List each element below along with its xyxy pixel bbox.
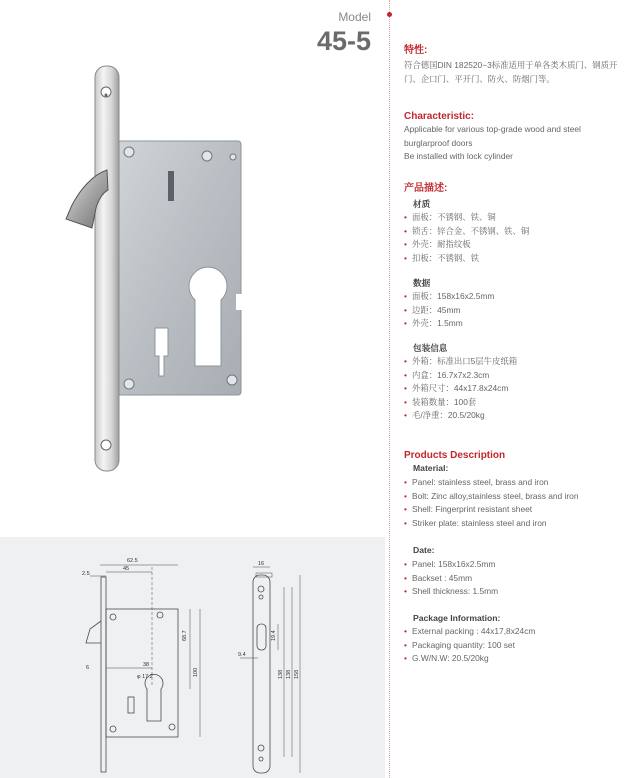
features-cn-text: 符合德国DIN 182520−3标准适用于单各类木质门、钢质开门、企口门、平开门、防火、防烟门等。 <box>404 60 618 84</box>
list-item: • Bolt: Zinc alloy,stainless steel, brass and iron <box>404 490 579 504</box>
faceplate <box>95 66 119 471</box>
faceplate-hole-bottom <box>101 440 111 450</box>
list-item: • 扣板：不锈钢、铁 <box>404 252 529 266</box>
dim-138-a: 138 <box>278 669 284 679</box>
characteristic-line: Be installed with lock cylinder <box>404 151 513 162</box>
lock-photo <box>0 0 385 537</box>
dim-phi-17-2: φ 17.2 <box>137 674 153 680</box>
dim-6: 6 <box>86 665 90 671</box>
material-cn-title: 材质 <box>413 199 431 209</box>
dim-2-5: 2.5 <box>82 571 90 577</box>
dim-100: 100 <box>193 667 199 677</box>
data-cn-title: 数据 <box>413 278 431 288</box>
list-item: • Shell: Fingerprint resistant sheet <box>404 503 579 517</box>
characteristic-text <box>404 123 630 164</box>
list-item: • Striker plate: stainless steel and iron <box>404 517 579 531</box>
divider-dot <box>387 12 392 17</box>
model-number: 45-5 <box>316 26 371 56</box>
side-cylinder <box>145 674 163 721</box>
side-faceplate <box>101 577 106 772</box>
dim-158: 158 <box>294 669 300 679</box>
package-en-title: Package Information: <box>413 613 501 623</box>
list-item: • 面板：不锈钢、铁、铜 <box>404 211 529 225</box>
package-en-list <box>404 625 535 666</box>
list-item: • 外箱：标准出口5层牛皮纸箱 <box>404 355 517 369</box>
dim-38: 38 <box>143 662 150 668</box>
characteristic-title: Characteristic: <box>404 111 475 122</box>
packaging-cn-title: 包装信息 <box>413 343 448 353</box>
material-cn-list <box>404 211 529 265</box>
face-view-slot <box>257 624 266 650</box>
list-item: • 外箱尺寸：44x17.8x24cm <box>404 382 517 396</box>
dim-9-4: 9.4 <box>238 652 246 658</box>
side-case <box>106 609 178 737</box>
list-item: • Shell thickness: 1.5mm <box>404 585 498 599</box>
material-en-title: Material: <box>413 463 449 473</box>
technical-drawing-area <box>0 537 385 778</box>
characteristic-line: Applicable for various top-grade wood and steel <box>404 124 581 134</box>
list-item: • 装箱数量：100套 <box>404 396 517 410</box>
list-item: • 边距：45mm <box>404 304 494 318</box>
characteristic-line: burglarproof doors <box>404 137 473 148</box>
list-item: • 面板：158x16x2.5mm <box>404 290 494 304</box>
dim-45: 45 <box>123 566 130 572</box>
list-item: • 内盒：16.7x7x2.3cm <box>404 369 517 383</box>
cylinder-cutout <box>189 267 227 366</box>
divider-line <box>389 0 390 778</box>
list-item: • Backset : 45mm <box>404 572 498 586</box>
data-cn-list <box>404 290 494 331</box>
case-slot-top <box>168 171 174 201</box>
material-en-list <box>404 476 579 530</box>
features-cn-title: 特性: <box>404 45 428 56</box>
date-en-title: Date: <box>413 545 435 555</box>
list-item: • G.W/N.W: 20.5/20kg <box>404 652 535 666</box>
lock-case <box>118 141 241 395</box>
list-item: • Packaging quantity: 100 set <box>404 639 535 653</box>
list-item: • 锁舌：锌合金、不锈钢、铁、铜 <box>404 225 529 239</box>
dim-138-b: 138 <box>286 669 292 679</box>
side-hook <box>86 621 101 643</box>
dim-19-4: 19.4 <box>271 630 277 641</box>
dim-62-5: 62.5 <box>127 558 138 564</box>
product-cn-title: 产品描述: <box>404 183 448 194</box>
product-en-title: Products Description <box>404 450 506 461</box>
dim-16: 16 <box>258 561 265 567</box>
list-item: • 外壳：耐指纹板 <box>404 238 529 252</box>
list-item: • 外壳：1.5mm <box>404 317 494 331</box>
technical-drawing <box>0 537 385 778</box>
model-label: Model <box>338 10 371 24</box>
dim-68-7: 68.7 <box>182 630 188 641</box>
list-item: • Panel: stainless steel, brass and iron <box>404 476 579 490</box>
list-item: • Panel: 158x16x2.5mm <box>404 558 498 572</box>
list-item: • 毛/净重：20.5/20kg <box>404 409 517 423</box>
face-view-plate <box>253 575 270 773</box>
date-en-list <box>404 558 498 599</box>
packaging-cn-list <box>404 355 517 423</box>
list-item: • External packing : 44x17,8x24cm <box>404 625 535 639</box>
